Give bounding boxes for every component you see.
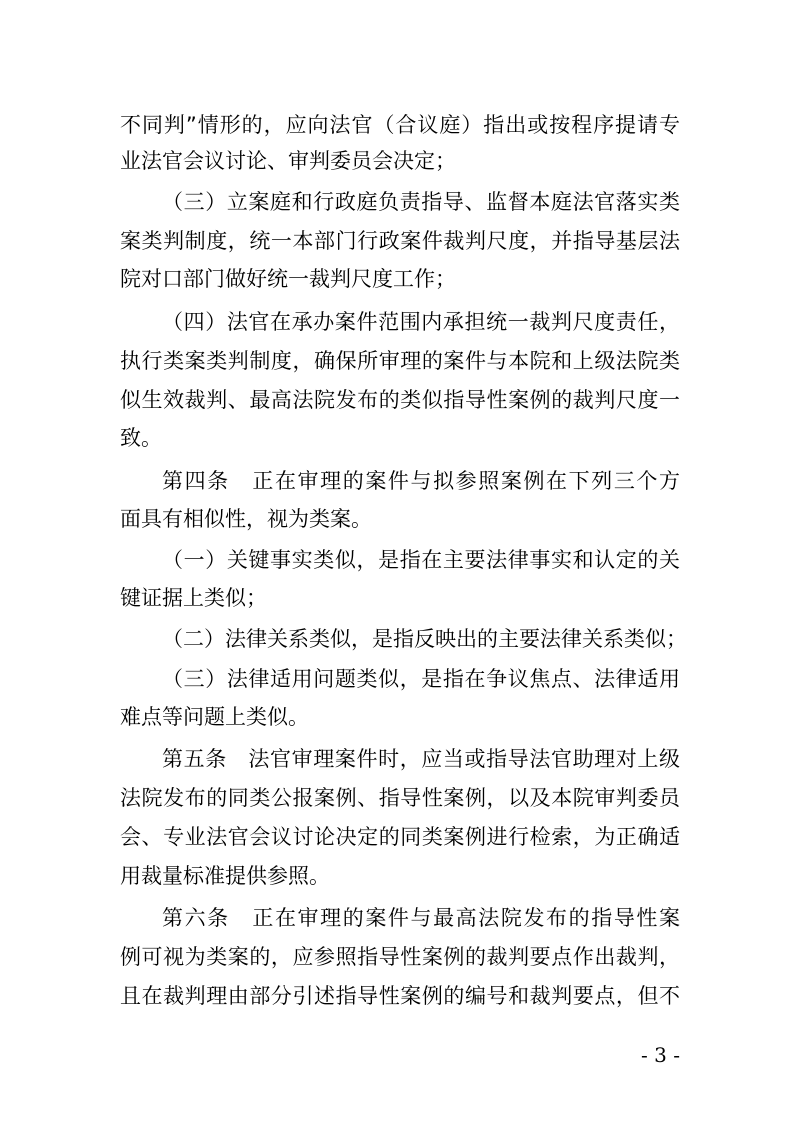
text-line-1: 不同判”情形的，应向法官（合议庭）指出或按程序提请专 — [120, 113, 680, 137]
text-line-18: 法院发布的同类公报案例、指导性案例，以及本院审判委员 — [120, 786, 680, 810]
text-line-15: （三）法律适用问题类似，是指在争议焦点、法律适用 — [162, 667, 680, 691]
text-line-19: 会、专业法官会议讨论决定的同类案例进行检索，为正确适 — [120, 825, 680, 849]
text-line-13: 键证据上类似； — [120, 586, 267, 610]
text-line-20: 用裁量标准提供参照。 — [120, 864, 330, 888]
page-number: - 3 - — [641, 1043, 680, 1067]
text-line-10: 第四条 正在审理的案件与拟参照案例在下列三个方 — [162, 469, 680, 493]
text-line-21: 第六条 正在审理的案件与最高法院发布的指导性案 — [162, 906, 680, 930]
text-line-5: 院对口部门做好统一裁判尺度工作； — [120, 267, 456, 291]
text-line-14: （二）法律关系类似，是指反映出的主要法律关系类似； — [162, 627, 687, 651]
text-line-22: 例可视为类案的，应参照指导性案例的裁判要点作出裁判， — [120, 945, 680, 969]
text-line-11: 面具有相似性，视为类案。 — [120, 507, 372, 531]
text-line-8: 似生效裁判、最高法院发布的类似指导性案例的裁判尺度一 — [120, 388, 680, 412]
text-line-12: （一）关键事实类似，是指在主要法律事实和认定的关 — [162, 548, 680, 572]
text-line-3: （三）立案庭和行政庭负责指导、监督本庭法官落实类 — [162, 190, 680, 214]
text-line-2: 业法官会议讨论、审判委员会决定； — [120, 149, 456, 173]
text-line-23: 且在裁判理由部分引述指导性案例的编号和裁判要点，但不 — [120, 984, 680, 1008]
text-line-6: （四）法官在承办案件范围内承担统一裁判尺度责任， — [162, 310, 680, 334]
text-line-16: 难点等问题上类似。 — [120, 705, 309, 729]
text-line-9: 致。 — [120, 426, 162, 450]
text-line-4: 案类判制度，统一本部门行政案件裁判尺度，并指导基层法 — [120, 229, 680, 253]
text-line-7: 执行类案类判制度，确保所审理的案件与本院和上级法院类 — [120, 349, 680, 373]
text-line-17: 第五条 法官审理案件时，应当或指导法官助理对上级 — [162, 747, 680, 771]
